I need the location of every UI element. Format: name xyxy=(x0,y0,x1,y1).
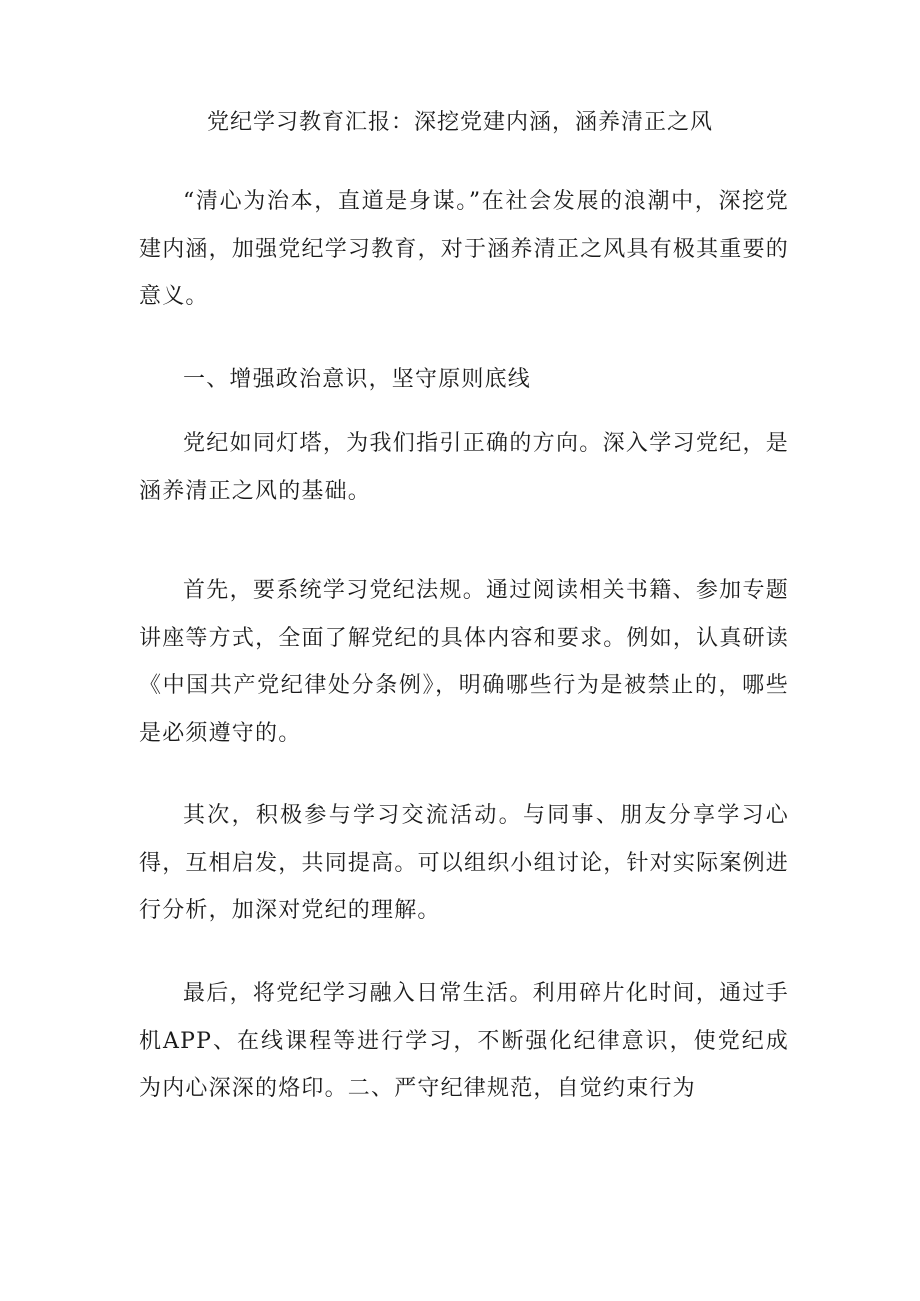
paragraph-lighthouse: 党纪如同灯塔，为我们指引正确的方向。深入学习党纪，是涵养清正之风的基础。 xyxy=(139,431,789,504)
section-heading-1: 一、增强政治意识，坚守原则底线 xyxy=(183,367,532,392)
paragraph-first: 首先，要系统学习党纪法规。通过阅读相关书籍、参加专题讲座等方式，全面了解党纪的具体内容和要求。例如，认真研读《中国共产党纪律处分条例》，明确哪些行为是被禁止的，哪些是必须遵守的。 xyxy=(139,578,789,746)
document-title: 党纪学习教育汇报：深挖党建内涵，涵养清正之风 xyxy=(206,110,713,135)
intro-paragraph: “清心为治本，直道是身谋。”在社会发展的浪潮中，深挖党建内涵，加强党纪学习教育，对于涵养清正之风具有极其重要的意义。 xyxy=(139,189,789,309)
paragraph-second: 其次，积极参与学习交流活动。与同事、朋友分享学习心得，互相启发，共同提高。可以组织小组讨论，针对实际案例进行分析，加深对党纪的理解。 xyxy=(139,803,789,923)
paragraph-last: 最后，将党纪学习融入日常生活。利用碎片化时间，通过手机APP、在线课程等进行学习，不断强化纪律意识，使党纪成为内心深深的烙印。二、严守纪律规范，自觉约束行为 xyxy=(139,981,789,1101)
